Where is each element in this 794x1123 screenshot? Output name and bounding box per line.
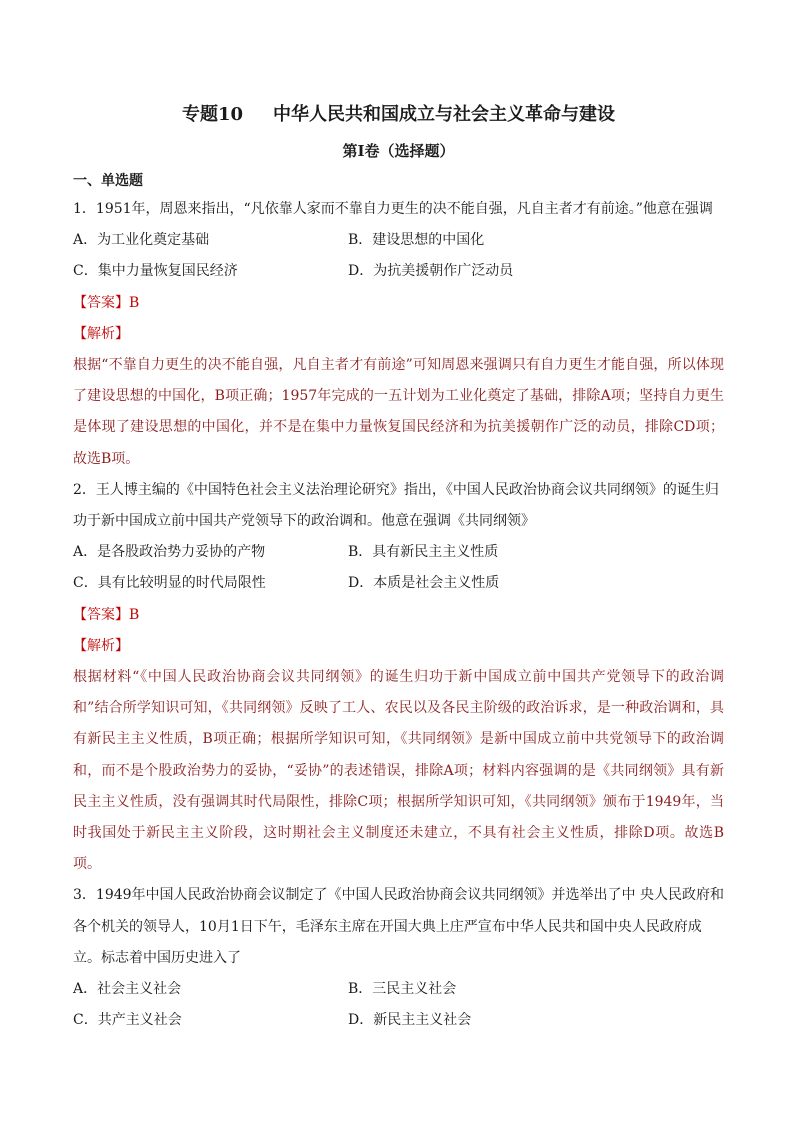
option-c: C．具有比较明显的时代局限性 bbox=[73, 575, 266, 592]
answer-tag: 【答案】 bbox=[73, 294, 129, 311]
option-d: D．为抗美援朝作广泛动员 bbox=[348, 263, 514, 280]
volume-title: 第I卷（选择题） bbox=[342, 142, 455, 160]
option-a: A．为工业化奠定基础 bbox=[73, 232, 210, 249]
question-2 bbox=[73, 475, 724, 881]
question-stem: 1．1951年，周恩来指出，“凡依靠人家而不靠自力更生的决不能自强，凡自主者才有前途。”他意在强调 bbox=[73, 201, 713, 217]
option-a: A．社会主义社会 bbox=[73, 981, 182, 998]
answer-line bbox=[73, 600, 724, 631]
answer-value: B bbox=[129, 294, 140, 311]
analysis-tag: 【解析】 bbox=[73, 325, 129, 342]
topic-number: 专题10 bbox=[181, 104, 244, 125]
analysis-tag: 【解析】 bbox=[73, 637, 129, 654]
option-a: A．是各股政治势力妥协的产物 bbox=[73, 544, 266, 561]
options-list bbox=[73, 225, 724, 287]
question-3 bbox=[73, 880, 724, 1036]
answer-value: B bbox=[129, 606, 140, 623]
option-c: C．共产主义社会 bbox=[73, 1012, 182, 1029]
options-list bbox=[73, 974, 724, 1036]
analysis-text: 根据材料“《中国人民政治协商会议共同纲领》的诞生归功于新中国成立前中国共产党领导下的政治调和”结合所学知识可知，《共同纲领》反映了工人、农民以及各民主阶级的政治诉求，是一种政治调和，具有新民主主义性质，B项正确；根据所学知识可知，《共同纲领》是新中国成立前中共党领导下的政治调和，而不是个股政治势力的妥协，“妥协”的表述错误，排除A项；材料内容强调的是《共同纲领》具有新民主主义性质，没有强调其时代局限性，排除C项；根据所学知识可知，《共同纲领》颁布于1949年，当时我国处于新民主主义阶段，这时期社会主义制度还未建立，不具有社会主义性质，排除D项。故选B项。 bbox=[73, 669, 724, 873]
option-b: B．具有新民主主义性质 bbox=[348, 544, 499, 561]
answer-tag: 【答案】 bbox=[73, 606, 129, 623]
option-d: D．本质是社会主义性质 bbox=[348, 575, 500, 592]
question-1 bbox=[73, 194, 724, 475]
option-b: B．建设思想的中国化 bbox=[348, 232, 485, 249]
page-title bbox=[73, 98, 724, 132]
topic-title: 中华人民共和国成立与社会主义革命与建设 bbox=[273, 104, 616, 125]
analysis-text: 根据“不靠自力更生的决不能自强，凡自主者才有前途”可知周恩来强调只有自力更生才能自强，所以体现了建设思想的中国化，B项正确；1957年完成的一五计划为工业化奠定了基础，排除A项；坚持自力更生是体现了建设思想的中国化，并不是在集中力量恢复国民经济和为抗美援朝作广泛的动员，排除CD项；故选B项。 bbox=[73, 357, 724, 467]
answer-line bbox=[73, 288, 724, 319]
question-stem: 3．1949年中国人民政治协商会议制定了《中国人民政治协商会议共同纲领》并选举出了中 央人民政府和各个机关的领导人，10月1日下午，毛泽东主席在开国大典上庄严宣布中华人民共和国中央人民政府成立。标志着中国历史进入了 bbox=[73, 887, 724, 966]
option-b: B．三民主义社会 bbox=[348, 981, 457, 998]
question-stem: 2．王人博主编的《中国特色社会主义法治理论研究》指出，《中国人民政治协商会议共同纲领》的诞生归功于新中国成立前中国共产党领导下的政治调和。他意在强调《共同纲领》 bbox=[73, 481, 719, 530]
section-title: 一、单选题 bbox=[73, 173, 143, 189]
option-d: D．新民主主义社会 bbox=[348, 1012, 472, 1029]
options-list bbox=[73, 537, 724, 599]
option-c: C．集中力量恢复国民经济 bbox=[73, 263, 238, 280]
